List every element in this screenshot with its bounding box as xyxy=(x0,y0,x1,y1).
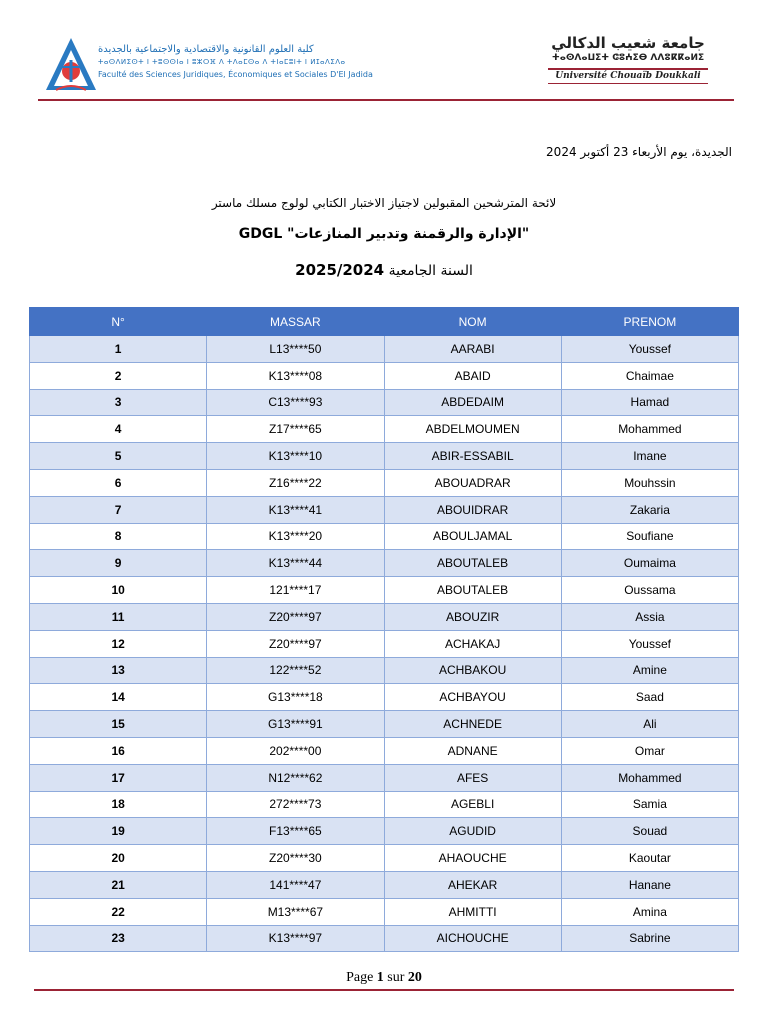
cell-nom: ABAID xyxy=(384,362,561,389)
table-row xyxy=(30,577,739,604)
page-prefix: Page xyxy=(346,970,374,985)
page-current: 1 xyxy=(376,970,384,985)
cell-nom: ABIR-ESSABIL xyxy=(384,443,561,470)
cell-massar: K13****41 xyxy=(207,496,384,523)
cell-prenom: Assia xyxy=(561,603,738,630)
page-total: 20 xyxy=(407,970,422,985)
document-title: لائحة المترشحين المقبولين لاجتياز الاختبار الكتابي لولوج مسلك ماستر xyxy=(211,196,557,210)
cell-prenom: Oumaima xyxy=(561,550,738,577)
faculty-header xyxy=(38,34,373,96)
cell-massar: Z20****97 xyxy=(207,603,384,630)
cell-prenom: Omar xyxy=(561,737,738,764)
cell-number: 23 xyxy=(30,925,207,952)
cell-massar: Z16****22 xyxy=(207,469,384,496)
faculty-name-tifinagh: ⵜⴰⵙⴷⵍⵉⵙⵜ ⵏ ⵜⵓⵙⵙⵏⴰ ⵏ ⵓⵣⵔⴼ ⴷ ⵜⴷⴰⵎⵙⴰ ⴷ ⵜⵏⴰⵎⵓⵏⵜ ⵏ ⵍⵊⴰⴷⵉⴷⴰ xyxy=(98,58,346,66)
cell-prenom: Imane xyxy=(561,443,738,470)
cell-prenom: Souad xyxy=(561,818,738,845)
program-title: "الإدارة والرقمنة وتدبير المنازعات" GDGL xyxy=(238,226,530,242)
table-row xyxy=(30,523,739,550)
cell-massar: 272****73 xyxy=(207,791,384,818)
university-name-tifinagh: ⵜⴰⵙⴷⴰⵡⵉⵜ ⵛⵓⵄⵉⴱ ⴷⴷⵓⴽⴽⴰⵍⵉ xyxy=(551,53,705,63)
table-body xyxy=(30,336,739,952)
table-row xyxy=(30,845,739,872)
cell-massar: 121****17 xyxy=(207,577,384,604)
column-header-number: N° xyxy=(30,308,207,336)
cell-number: 14 xyxy=(30,684,207,711)
cell-number: 3 xyxy=(30,389,207,416)
cell-nom: ABDEDAIM xyxy=(384,389,561,416)
cell-massar: 122****52 xyxy=(207,657,384,684)
column-header-massar: MASSAR xyxy=(207,308,384,336)
cell-number: 10 xyxy=(30,577,207,604)
table-row xyxy=(30,737,739,764)
cell-massar: Z17****65 xyxy=(207,416,384,443)
page-separator: sur xyxy=(387,970,405,985)
cell-number: 8 xyxy=(30,523,207,550)
table-row xyxy=(30,630,739,657)
cell-nom: ADNANE xyxy=(384,737,561,764)
table-row xyxy=(30,925,739,952)
cell-number: 11 xyxy=(30,603,207,630)
academic-year-label: السنة الجامعية xyxy=(388,263,473,279)
document-date: الجديدة، يوم الأربعاء 23 أكتوبر 2024 xyxy=(546,145,732,159)
table-row xyxy=(30,871,739,898)
academic-year xyxy=(0,261,768,279)
cell-nom: ABOULJAMAL xyxy=(384,523,561,550)
cell-prenom: Youssef xyxy=(561,336,738,363)
cell-prenom: Mohammed xyxy=(561,764,738,791)
cell-prenom: Kaoutar xyxy=(561,845,738,872)
column-header-prenom: PRENOM xyxy=(561,308,738,336)
table-header-row xyxy=(30,308,739,336)
cell-nom: AGUDID xyxy=(384,818,561,845)
cell-prenom: Soufiane xyxy=(561,523,738,550)
column-header-nom: NOM xyxy=(384,308,561,336)
cell-number: 20 xyxy=(30,845,207,872)
header-divider xyxy=(38,99,734,101)
cell-massar: K13****44 xyxy=(207,550,384,577)
cell-massar: K13****08 xyxy=(207,362,384,389)
cell-nom: AHMITTI xyxy=(384,898,561,925)
cell-nom: ABOUTALEB xyxy=(384,577,561,604)
cell-prenom: Mouhssin xyxy=(561,469,738,496)
cell-massar: 202****00 xyxy=(207,737,384,764)
table-row xyxy=(30,603,739,630)
cell-number: 5 xyxy=(30,443,207,470)
cell-number: 22 xyxy=(30,898,207,925)
cell-prenom: Hamad xyxy=(561,389,738,416)
table-row xyxy=(30,362,739,389)
cell-number: 1 xyxy=(30,336,207,363)
cell-number: 12 xyxy=(30,630,207,657)
table-row xyxy=(30,898,739,925)
table-row xyxy=(30,764,739,791)
table-row xyxy=(30,469,739,496)
cell-massar: G13****91 xyxy=(207,711,384,738)
table-row xyxy=(30,389,739,416)
table-row xyxy=(30,336,739,363)
cell-number: 9 xyxy=(30,550,207,577)
table-row xyxy=(30,791,739,818)
cell-number: 7 xyxy=(30,496,207,523)
faculty-logo-icon xyxy=(42,36,100,94)
table-row xyxy=(30,684,739,711)
cell-prenom: Amina xyxy=(561,898,738,925)
cell-nom: AICHOUCHE xyxy=(384,925,561,952)
cell-prenom: Amine xyxy=(561,657,738,684)
cell-prenom: Mohammed xyxy=(561,416,738,443)
cell-massar: K13****97 xyxy=(207,925,384,952)
cell-number: 19 xyxy=(30,818,207,845)
cell-nom: AHEKAR xyxy=(384,871,561,898)
university-name-french: Université Chouaïb Doukkali xyxy=(548,68,708,84)
cell-nom: ABOUTALEB xyxy=(384,550,561,577)
cell-prenom: Samia xyxy=(561,791,738,818)
cell-nom: ACHNEDE xyxy=(384,711,561,738)
cell-number: 21 xyxy=(30,871,207,898)
cell-number: 15 xyxy=(30,711,207,738)
cell-number: 4 xyxy=(30,416,207,443)
faculty-name-arabic: كلية العلوم القانونية والاقتصادية والاجتماعية بالجديدة xyxy=(98,44,314,55)
cell-nom: AFES xyxy=(384,764,561,791)
cell-nom: ABOUIDRAR xyxy=(384,496,561,523)
cell-number: 18 xyxy=(30,791,207,818)
cell-massar: K13****20 xyxy=(207,523,384,550)
cell-massar: F13****65 xyxy=(207,818,384,845)
cell-nom: ACHBAYOU xyxy=(384,684,561,711)
cell-number: 17 xyxy=(30,764,207,791)
table-row xyxy=(30,818,739,845)
cell-nom: ABOUZIR xyxy=(384,603,561,630)
cell-massar: Z20****30 xyxy=(207,845,384,872)
cell-prenom: Oussama xyxy=(561,577,738,604)
cell-nom: ABDELMOUMEN xyxy=(384,416,561,443)
cell-massar: M13****67 xyxy=(207,898,384,925)
cell-massar: 141****47 xyxy=(207,871,384,898)
cell-prenom: Chaimae xyxy=(561,362,738,389)
cell-massar: L13****50 xyxy=(207,336,384,363)
cell-prenom: Saad xyxy=(561,684,738,711)
table-row xyxy=(30,550,739,577)
cell-number: 6 xyxy=(30,469,207,496)
cell-nom: AGEBLI xyxy=(384,791,561,818)
cell-nom: AHAOUCHE xyxy=(384,845,561,872)
university-header xyxy=(548,34,708,96)
cell-prenom: Hanane xyxy=(561,871,738,898)
table-row xyxy=(30,443,739,470)
cell-prenom: Youssef xyxy=(561,630,738,657)
cell-massar: Z20****97 xyxy=(207,630,384,657)
footer-divider xyxy=(34,989,734,991)
university-name-arabic: جامعة شعيب الدكالي xyxy=(551,34,705,52)
table-row xyxy=(30,711,739,738)
cell-nom: AARABI xyxy=(384,336,561,363)
table-row xyxy=(30,416,739,443)
cell-prenom: Ali xyxy=(561,711,738,738)
page-footer xyxy=(0,970,768,986)
cell-number: 2 xyxy=(30,362,207,389)
cell-massar: K13****10 xyxy=(207,443,384,470)
candidates-table xyxy=(29,307,739,952)
cell-massar: G13****18 xyxy=(207,684,384,711)
cell-number: 13 xyxy=(30,657,207,684)
faculty-name-french: Faculté des Sciences Juridiques, Économiques et Sociales D'El Jadida xyxy=(98,70,373,79)
academic-year-value: 2025/2024 xyxy=(295,261,385,279)
cell-number: 16 xyxy=(30,737,207,764)
cell-nom: ABOUADRAR xyxy=(384,469,561,496)
cell-massar: N12****62 xyxy=(207,764,384,791)
table-row xyxy=(30,496,739,523)
table-row xyxy=(30,657,739,684)
cell-nom: ACHBAKOU xyxy=(384,657,561,684)
cell-prenom: Sabrine xyxy=(561,925,738,952)
cell-massar: C13****93 xyxy=(207,389,384,416)
cell-prenom: Zakaria xyxy=(561,496,738,523)
cell-nom: ACHAKAJ xyxy=(384,630,561,657)
